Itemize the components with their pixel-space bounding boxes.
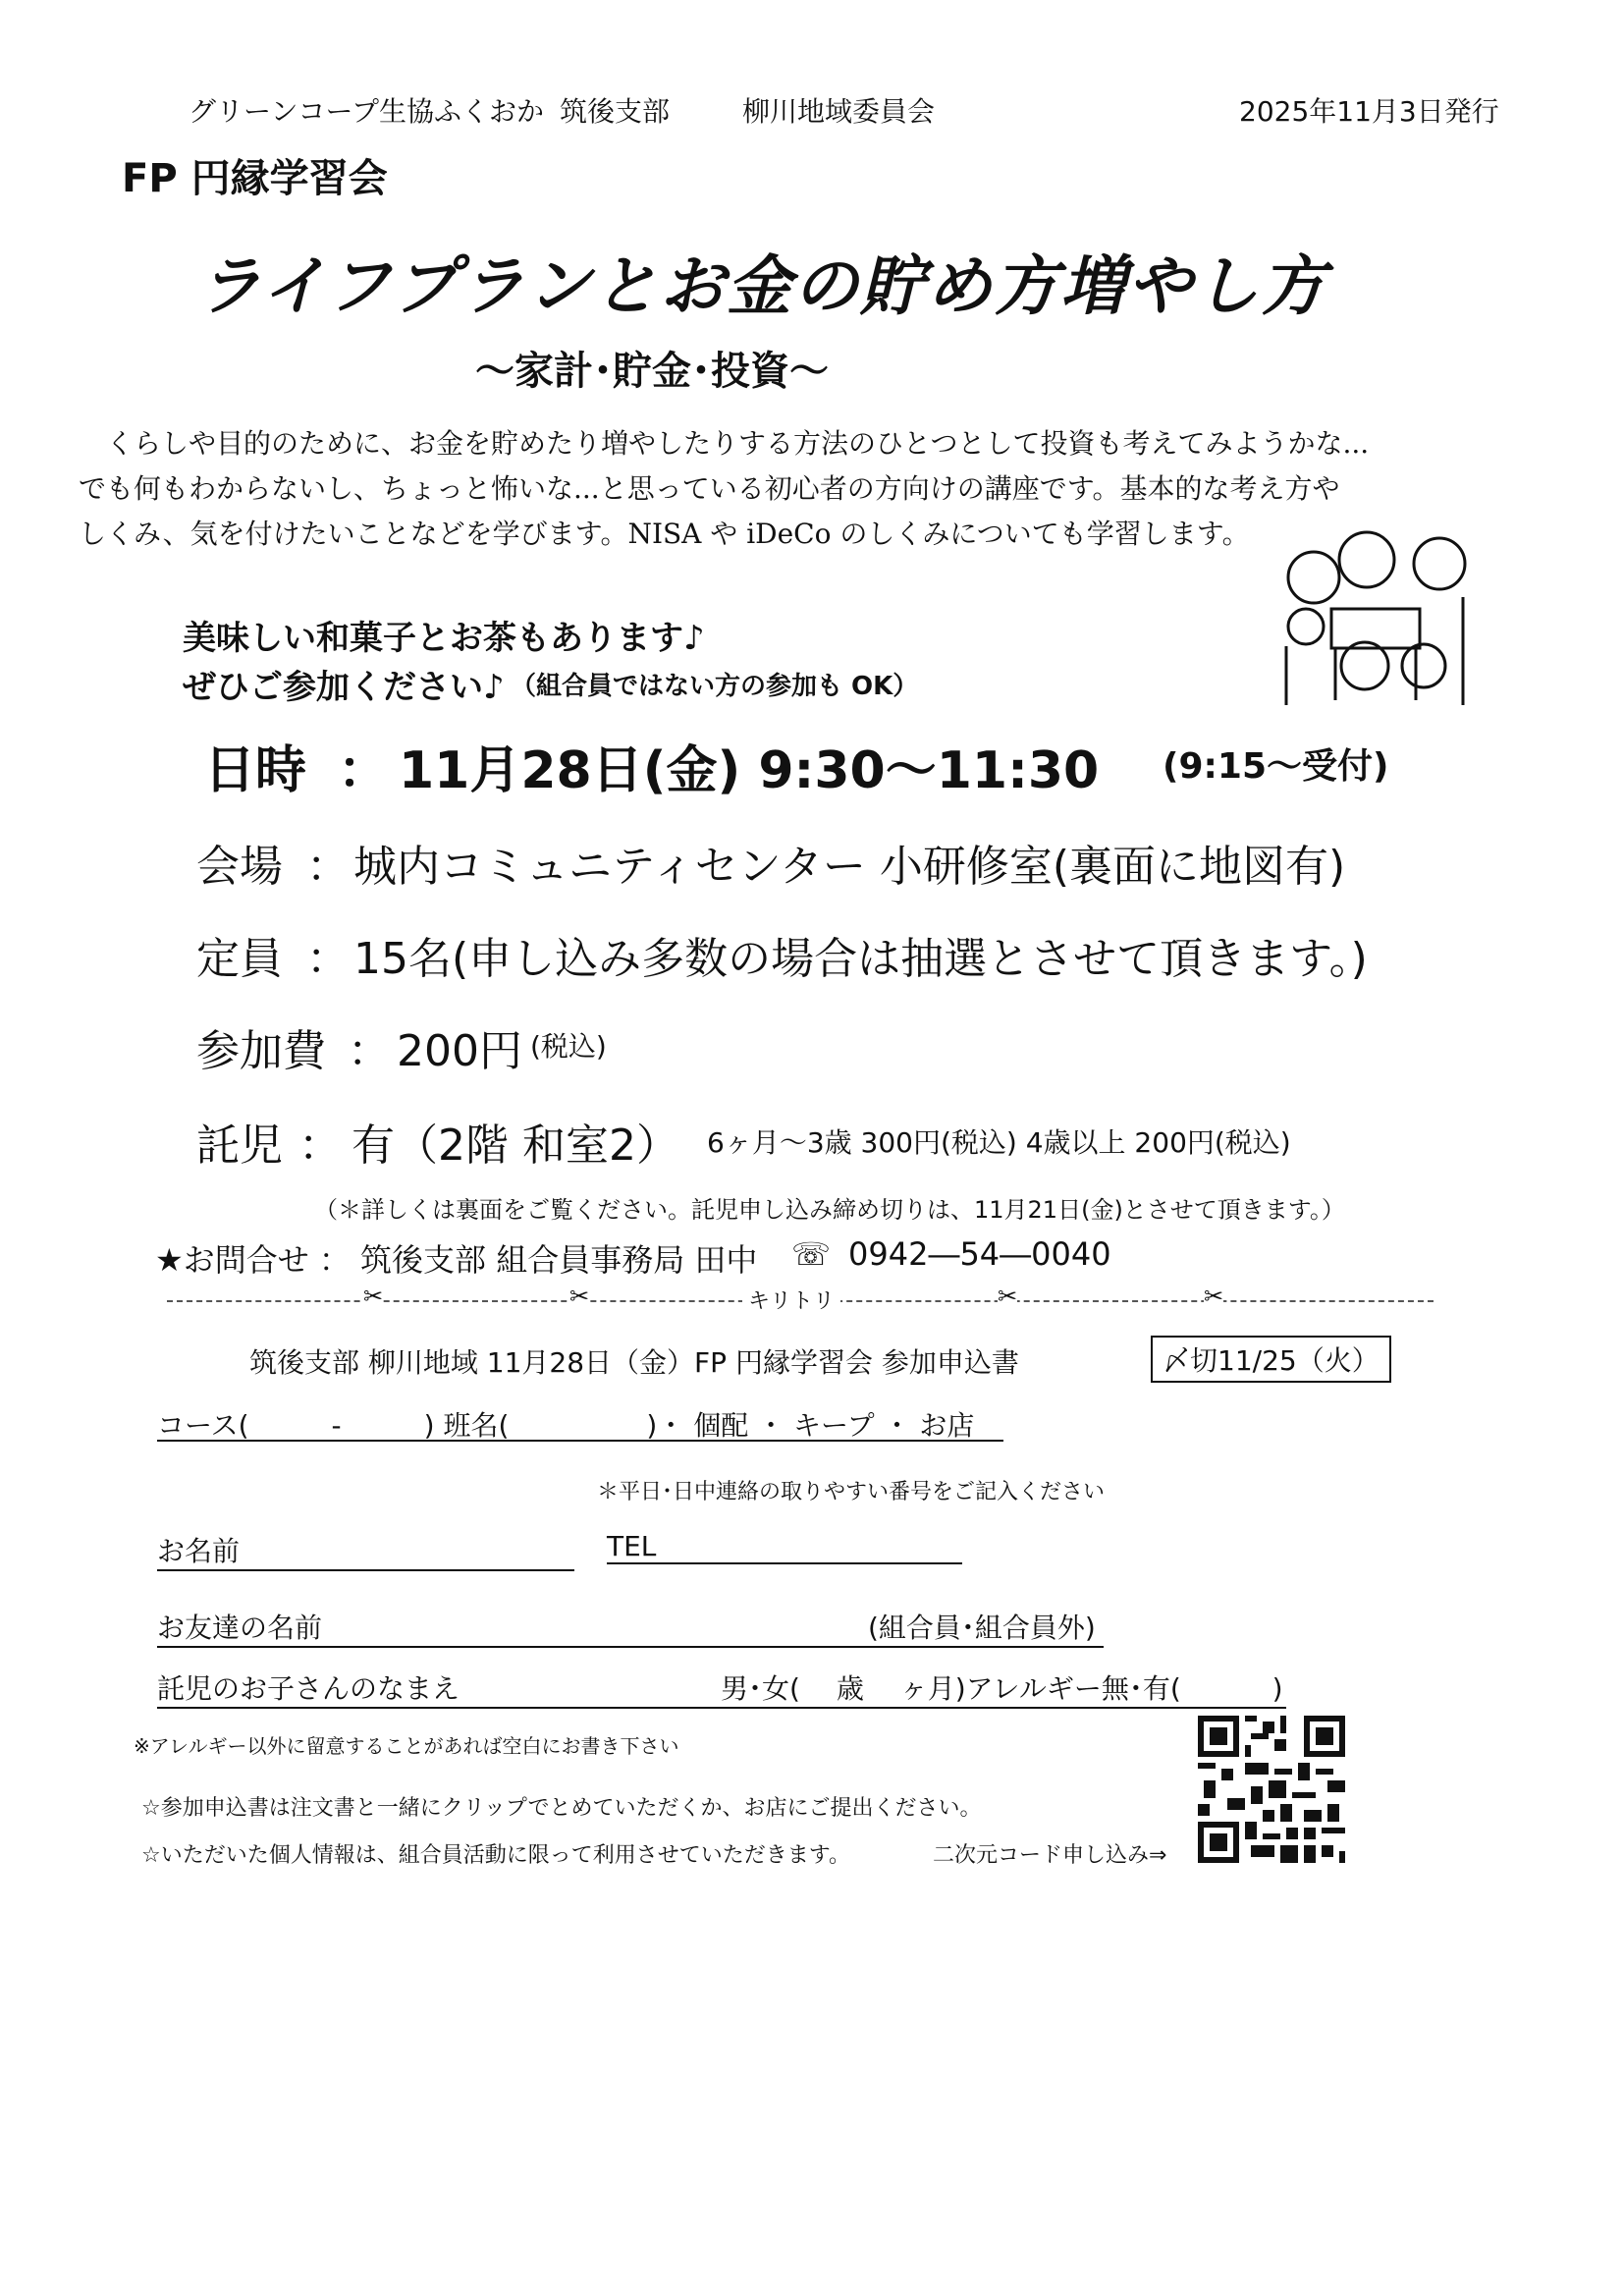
capacity-colon: ：	[306, 934, 350, 984]
venue-value: 城内コミュニティセンター 小研修室(裏面に地図有)	[353, 842, 1346, 892]
scissors-icon: ✂	[569, 1283, 590, 1310]
series-name: FP 円縁学習会	[122, 156, 388, 201]
page-title: ライフプランとお金の貯め方増やし方	[196, 248, 1328, 324]
form-deadline: 〆切11/25（火）	[1151, 1336, 1391, 1383]
datetime-label: 日時	[204, 741, 307, 800]
datetime-note: (9:15～受付)	[1163, 746, 1389, 787]
intro-line-3: しくみ、気を付けたいことなどを学びます。NISA や iDeCo のしくみについても学習します。	[79, 518, 1250, 550]
issue-date: 2025年11月3日発行	[1239, 95, 1499, 128]
datetime-colon: ：	[338, 741, 390, 800]
org-name: グリーンコープ生協ふくおか	[189, 95, 545, 128]
welcome-note: （組合員ではない方の参加も OK）	[511, 672, 919, 701]
intro-line-1: くらしや目的のために、お金を貯めたり増やしたりする方法のひとつとして投資も考えてみようかな...	[106, 427, 1370, 460]
telephone-icon: ☏	[791, 1235, 832, 1273]
welcome-line-2: ぜひご参加ください♪	[183, 668, 505, 707]
name-field[interactable]: お名前	[157, 1530, 574, 1571]
intro-line-2: でも何もわからないし、ちょっと怖いな...と思っている初心者の方向けの講座です。基本的な考え方や	[79, 472, 1340, 505]
course-underline	[157, 1440, 1003, 1442]
scissors-icon: ✂	[1204, 1283, 1224, 1310]
submit-note: ☆参加申込書は注文書と一緒にクリップでとめていただくか、お店にご提出ください。	[141, 1796, 982, 1821]
phone-note: ＊平日･日中連絡の取りやすい番号をご記入ください	[597, 1480, 1106, 1504]
childcare-detail: （＊詳しくは裏面をご覧ください。託児申し込み締め切りは、11月21日(金)とさせて頂きます。）	[314, 1196, 1345, 1224]
childcare-fees: 6ヶ月～3歳 300円(税込) 4歳以上 200円(税込)	[707, 1126, 1291, 1159]
committee-name: 柳川地域委員会	[742, 95, 936, 128]
welcome-line-1: 美味しい和菓子とお茶もあります♪	[183, 619, 705, 658]
privacy-note: ☆いただいた個人情報は、組合員活動に限って利用させていただきます。	[141, 1843, 850, 1868]
scissors-icon: ✂	[998, 1283, 1018, 1310]
datetime-value: 11月28日(金) 9:30～11:30	[399, 741, 1100, 800]
child-name-field[interactable]: 託児のお子さんのなまえ	[157, 1667, 1286, 1709]
tel-field[interactable]: TEL	[607, 1530, 962, 1564]
scissors-icon: ✂	[363, 1283, 384, 1310]
fee-colon: ：	[348, 1026, 391, 1076]
childcare-colon: ：	[298, 1121, 342, 1171]
venue-colon: ：	[306, 842, 350, 892]
fee-label: 参加費	[196, 1026, 326, 1076]
fee-value: 200円	[397, 1026, 522, 1076]
childcare-value: 有（2階 和室2）	[352, 1121, 679, 1171]
cut-line-label: キリトリ	[742, 1285, 840, 1315]
fee-note: (税込)	[530, 1030, 607, 1063]
capacity-label: 定員	[196, 934, 283, 984]
allergy-note: ※アレルギー以外に留意することがあれば空白にお書き下さい	[134, 1734, 679, 1758]
childcare-label: 託児	[196, 1121, 283, 1171]
course-field[interactable]: コース( - ) 班名( )・ 個配 ・ キープ ・ お店	[157, 1409, 975, 1442]
capacity-value: 15名(申し込み多数の場合は抽選とさせて頂きます。)	[353, 934, 1368, 984]
qr-label: 二次元コード申し込み⇒	[933, 1843, 1167, 1868]
child-details: 男･女( 歳 ヶ月)アレルギー無･有( )	[721, 1672, 1283, 1705]
venue-label: 会場	[196, 842, 283, 892]
page-subtitle: ～家計･貯金･投資～	[475, 349, 829, 394]
branch-name: 筑後支部	[560, 95, 671, 128]
contact-label: ★お問合せ ： 筑後支部 組合員事務局 田中	[155, 1241, 758, 1279]
friend-name-field[interactable]: お友達の名前	[157, 1607, 1104, 1648]
contact-phone: 0942―54―0040	[848, 1235, 1111, 1273]
form-title: 筑後支部 柳川地域 11月28日（金）FP 円縁学習会 参加申込書	[249, 1346, 1019, 1379]
friend-membership: (組合員･組合員外)	[868, 1612, 1096, 1644]
qr-code[interactable]	[1198, 1716, 1345, 1863]
people-at-table-illustration	[1267, 519, 1483, 715]
